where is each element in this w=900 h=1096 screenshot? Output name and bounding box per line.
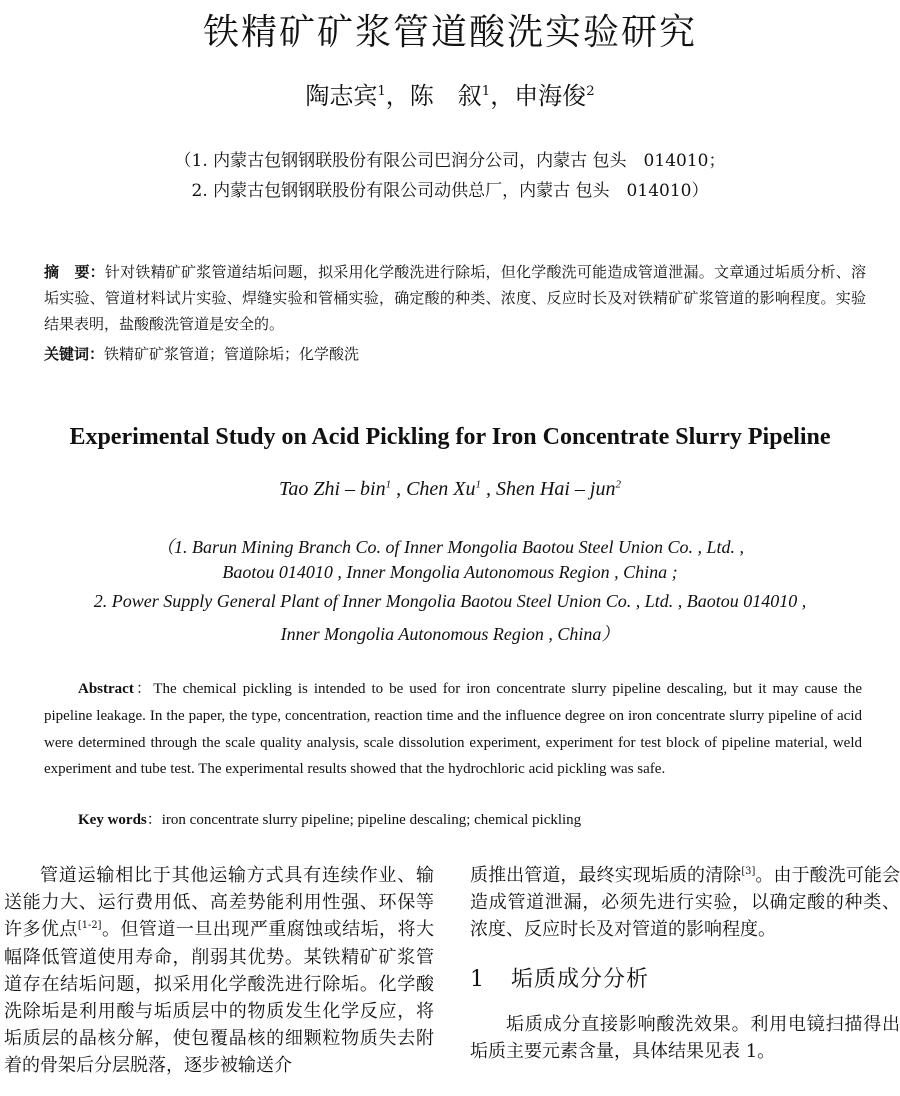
author-1-affiliation-mark: 1 <box>377 84 386 99</box>
chinese-affiliation-2: 2. 内蒙古包钢钢联股份有限公司动供总厂，内蒙古 包头 014010） <box>191 181 709 201</box>
english-abstract-text: ：The chemical pickling is intended to be used for iron concentrate slurry pipeline descaling, but it may cause the pipeline leakage. In the paper, the type, concentration, reaction time and the influence degree on iron concentrate slurry pipeline of acid were determined through the scale quality analysis, scale dissolution experiment, experiment for test block of pipeline material, weld experiment and tube test. The experimental results showed that the hydrochloric acid pickling was safe. <box>44 681 862 778</box>
english-affiliation-line-4: Inner Mongolia Autonomous Region , China） <box>280 624 620 644</box>
paragraph-text: 质推出管道，最终实现垢质的清除 <box>470 865 742 886</box>
section-number: 1 <box>470 967 485 992</box>
chinese-authors <box>0 76 900 111</box>
citation: [3] <box>741 866 756 877</box>
author-2-affiliation-mark: 1 <box>475 478 482 491</box>
chinese-abstract <box>44 259 866 337</box>
author-2-affiliation-mark: 1 <box>481 84 491 99</box>
english-affiliation-line-2: Baotou 014010 , Inner Mongolia Autonomous Region , China ; <box>222 562 678 582</box>
paragraph-text: 管道运输相比于其他运输方式具有连续作业、输送能力大、运行费用低、高差势能利用性强、环保等许多优点 <box>4 865 434 941</box>
chinese-keywords-text: 铁精矿矿浆管道；管道除垢；化学酸洗 <box>104 345 360 363</box>
chinese-keywords-label: 关键词： <box>44 345 105 363</box>
english-abstract <box>44 676 862 783</box>
chinese-keywords <box>44 341 866 367</box>
section-heading <box>470 962 649 993</box>
chinese-abstract-text: 针对铁精矿矿浆管道结垢问题，拟采用化学酸洗进行除垢，但化学酸洗可能造成管道泄漏。文章通过垢质分析、溶垢实验、管道材料试片实验、焊缝实验和管桶实验，确定酸的种类、浓度、反应时长及对铁精矿矿浆管道的影响程度。实验结果表明，盐酸酸洗管道是安全的。 <box>44 263 866 333</box>
author-2: Chen Xu <box>406 478 476 500</box>
section-title: 垢质成分分析 <box>511 967 650 992</box>
english-keywords-text: ：iron concentrate slurry pipeline; pipeline descaling; chemical pickling <box>146 812 582 828</box>
author-1: Tao Zhi – bin <box>279 478 386 500</box>
author-3-affiliation-mark: 2 <box>586 84 595 99</box>
body-right-column-paragraph-2: 垢质成分直接影响酸洗效果。利用电镜扫描得出垢质主要元素含量，具体结果见表 1。 <box>470 1014 900 1063</box>
english-authors <box>0 478 900 501</box>
paragraph-text: 。但管道一旦出现严重腐蚀或结垢，将大幅降低管道使用寿命，削弱其优势。某铁精矿矿浆管道存在结垢问题，拟采用化学酸洗进行除垢。化学酸洗除垢是利用酸与垢质层中的物质发生化学反应，将垢质层的晶核分解，使包覆晶核的细颗粒物质失去附着的骨架后分层脱落，逐步被输送介 <box>4 919 434 1077</box>
separator: ， <box>385 82 410 110</box>
paragraph-text: 。由于酸洗可能会造成管道泄漏，必须先进行实验，以确定酸的种类、浓度、反应时长及对管道的影响程度。 <box>470 865 900 941</box>
chinese-title: 铁精矿矿浆管道酸洗实验研究 <box>202 12 697 53</box>
english-affiliation-line-3: 2. Power Supply General Plant of Inner Mongolia Baotou Steel Union Co. , Ltd. , Baotou 014010 , <box>93 591 807 611</box>
english-keywords <box>78 808 581 829</box>
author-3: Shen Hai – jun <box>496 478 616 500</box>
citation: [1-2] <box>77 920 102 932</box>
english-abstract-label: Abstract <box>78 681 134 697</box>
author-1-affiliation-mark: 1 <box>385 478 392 491</box>
separator: ， <box>490 82 515 110</box>
author-1: 陶志宾 <box>305 82 378 110</box>
author-3-affiliation-mark: 2 <box>615 478 621 491</box>
english-keywords-label: Key words <box>78 812 147 828</box>
chinese-abstract-label: 摘 要： <box>44 263 105 281</box>
english-affiliation-line-1: （1. Barun Mining Branch Co. of Inner Mongolia Baotou Steel Union Co. , Ltd. , <box>156 537 744 557</box>
chinese-affiliation-1: （1. 内蒙古包钢钢联股份有限公司巴润分公司，内蒙古 包头 014010； <box>174 151 726 171</box>
author-2: 陈 叙 <box>409 82 482 110</box>
author-3: 申海俊 <box>514 82 587 110</box>
body-left-column-paragraph <box>4 862 434 1080</box>
english-title: Experimental Study on Acid Pickling for Iron Concentrate Slurry Pipeline <box>69 424 831 450</box>
body-right-column-paragraph-1 <box>470 862 900 944</box>
separator: , <box>481 478 497 500</box>
separator: , <box>391 478 407 500</box>
